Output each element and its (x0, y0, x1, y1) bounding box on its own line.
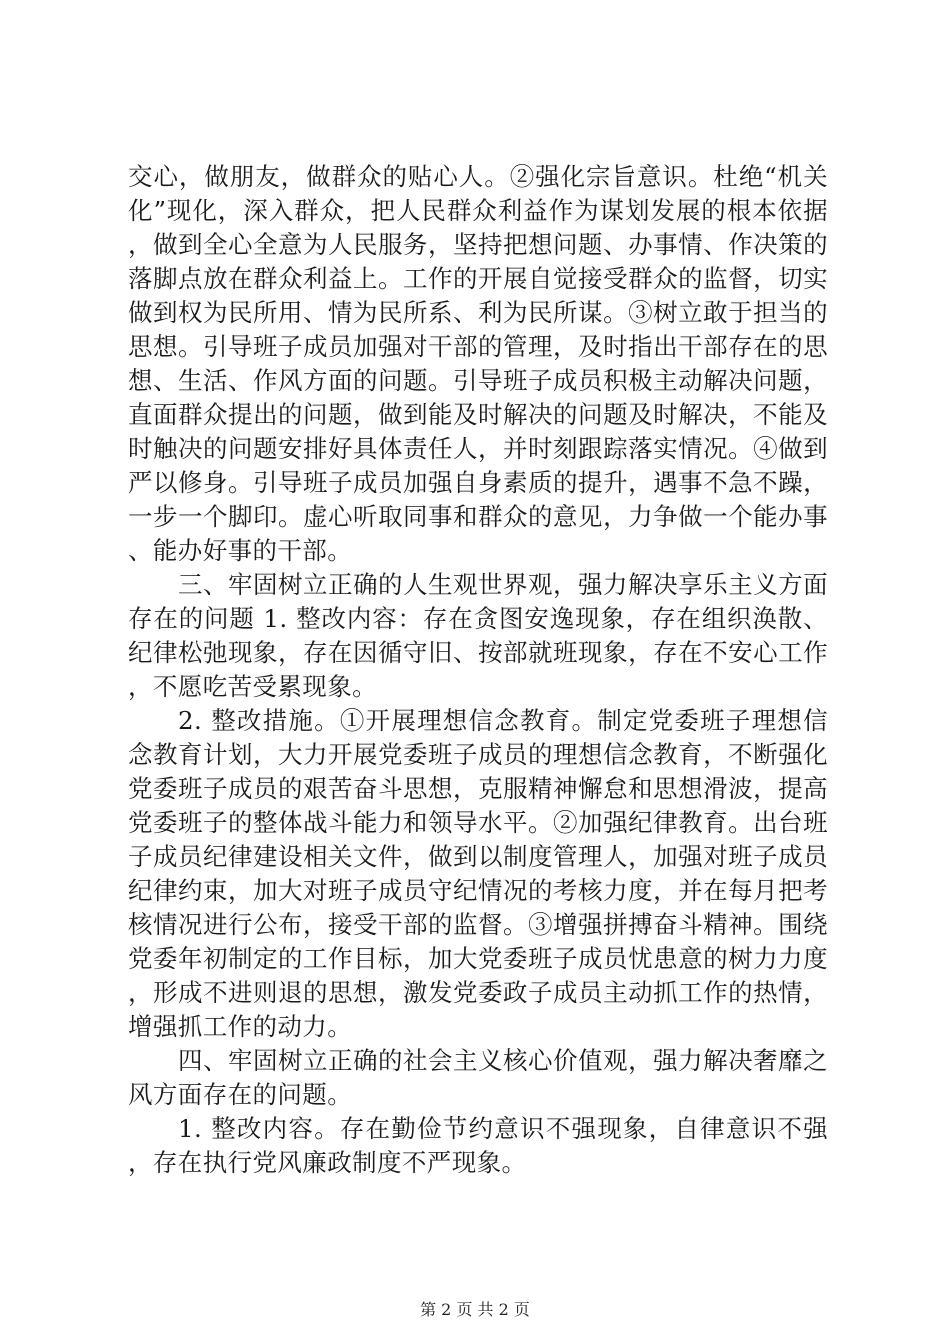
document-body (128, 160, 828, 1180)
paragraph-section-four: 四、牢固树立正确的社会主义核心价值观，强力解决奢靡之风方面存在的问题。 (128, 1046, 828, 1109)
paragraph-continued: 交心，做朋友，做群众的贴心人。②强化宗旨意识。杜绝“机关化”现化，深入群众，把人民群众利益作为谋划发展的根本依据，做到全心全意为人民服务，坚持把想问题、办事情、作决策的落脚点放在群众利益上。工作的开展自觉接受群众的监督，切实做到权为民所用、情为民所系、利为民所谋。③树立敢于担当的思想。引导班子成员加强对干部的管理，及时指出干部存在的思想、生活、作风方面的问题。引导班子成员积极主动解决问题，直面群众提出的问题，做到能及时解决的问题及时解决，不能及时触决的问题安排好具体责任人，并时刻跟踪落实情况。④做到严以修身。引导班子成员加强自身素质的提升，遇事不急不躁，一步一个脚印。虚心听取同事和群众的意见，力争做一个能办事、能办好事的干部。 (128, 162, 828, 565)
paragraph-section-three: 三、牢固树立正确的人生观世界观，强力解决享乐主义方面存在的问题 1. 整改内容：存在贪图安逸现象，存在组织涣散、纪律松弛现象，存在因循守旧、按部就班现象，存在不安心工作，不愿吃苦受累现象。 (128, 570, 828, 701)
paragraph-measures: 2. 整改措施。①开展理想信念教育。制定党委班子理想信念教育计划，大力开展党委班子成员的理想信念教育，不断强化党委班子成员的艰苦奋斗思想，克服精神懈怠和思想滑波，提高党委班子的整体战斗能力和领导水平。②加强纪律教育。出台班子成员纪律建设相关文件，做到以制度管理人，加强对班子成员纪律约束，加大对班子成员守纪情况的考核力度，并在每月把考核情况进行公布，接受干部的监督。③增强拼搏奋斗精神。围绕党委年初制定的工作目标，加大党委班子成员忧患意的树力力度，形成不进则退的思想，激发党委政子成员主动抓工作的热情，增强抓工作的动力。 (128, 706, 828, 1041)
paragraph-rectification-content: 1. 整改内容。存在勤俭节约意识不强现象，自律意识不强，存在执行党风廉政制度不严现象。 (128, 1114, 828, 1177)
page-footer: 第 2 页 共 2 页 (420, 1300, 530, 1319)
